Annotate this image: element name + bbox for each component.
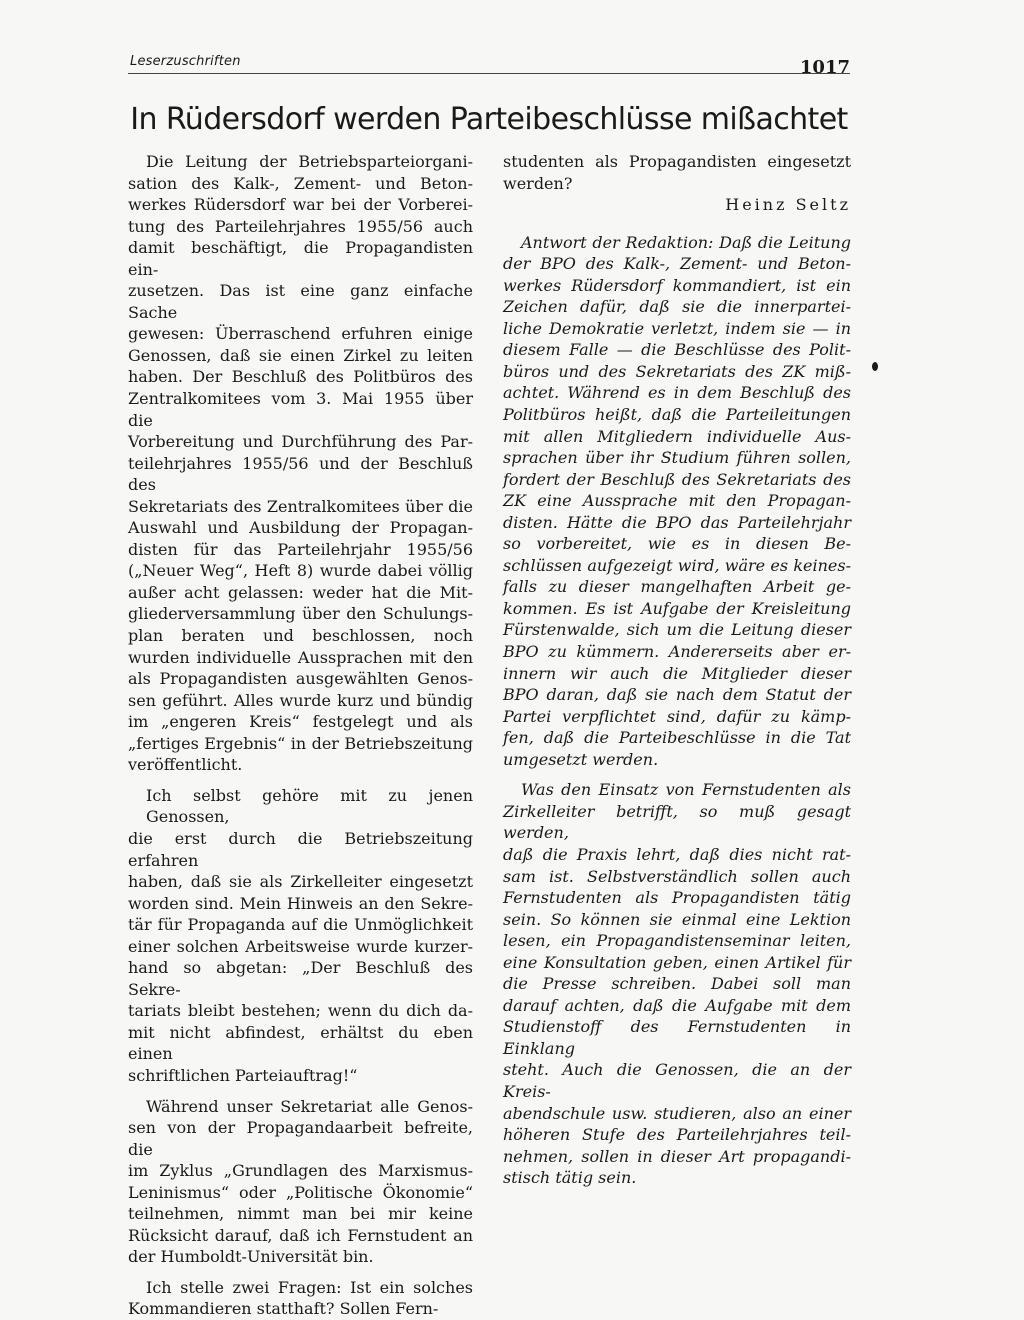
letter-body bbox=[128, 151, 473, 1320]
text-line: der Humboldt-Universität bin. bbox=[128, 1247, 374, 1267]
text-line: darauf achten, daß die Aufgabe mit dem bbox=[503, 995, 851, 1015]
text-line: Was den Einsatz von Fernstudenten als bbox=[521, 780, 851, 800]
letter-signature: Heinz Seltz bbox=[725, 195, 851, 215]
article-title: In Rüdersdorf werden Parteibeschlüsse mißachtet bbox=[130, 102, 848, 137]
answer-paragraph bbox=[503, 232, 851, 771]
text-line: veröffentlicht. bbox=[128, 755, 243, 775]
text-line: Die Leitung der Betriebsparteiorgani- bbox=[146, 152, 473, 171]
text-line: tariats bleibt bestehen; wenn du dich da- bbox=[128, 1001, 473, 1021]
text-line: im „engeren Kreis“ festgelegt und als bbox=[128, 712, 473, 732]
text-line: achtet. Während es in dem Beschluß des bbox=[503, 383, 851, 403]
text-line: Kommandieren statthaft? Sollen Fern- bbox=[128, 1299, 439, 1319]
text-line: Fernstudenten als Propagandisten tätig bbox=[503, 888, 851, 908]
text-line: Ich stelle zwei Fragen: Ist ein solches bbox=[146, 1277, 473, 1297]
text-line: sen von der Propagandaarbeit befreite, die bbox=[128, 1118, 473, 1159]
text-line: Sekretariats des Zentralkomitees über die bbox=[128, 496, 473, 516]
running-head: Leserzuschriften bbox=[130, 54, 241, 69]
answer-paragraph bbox=[503, 779, 851, 1188]
text-line: fen, daß die Parteibeschlüsse in die Tat bbox=[503, 728, 851, 748]
header-rule bbox=[128, 73, 850, 74]
text-line: büros und des Sekretariats des ZK miß- bbox=[503, 361, 851, 381]
text-line: tär für Propaganda auf die Unmöglichkeit bbox=[128, 915, 473, 935]
page-number: 1017 bbox=[799, 57, 850, 78]
text-line: worden sind. Mein Hinweis an den Sekre- bbox=[128, 893, 473, 913]
text-line: „fertiges Ergebnis“ in der Betriebszeitung bbox=[128, 733, 473, 753]
text-line: Auswahl und Ausbildung der Propagan- bbox=[128, 518, 473, 538]
text-line: tung des Parteilehrjahres 1955/56 auch bbox=[128, 216, 473, 236]
text-line: Ich selbst gehöre mit zu jenen Genossen, bbox=[146, 785, 473, 827]
text-line: Fürstenwalde, sich um die Leitung dieser bbox=[503, 620, 851, 640]
text-line: werden? bbox=[503, 173, 573, 193]
text-line: stisch tätig sein. bbox=[503, 1168, 637, 1188]
text-line: Während unser Sekretariat alle Genos- bbox=[146, 1096, 473, 1116]
text-line: sen geführt. Alles wurde kurz und bündig bbox=[128, 690, 473, 710]
text-line: hand so abgetan: „Der Beschluß des Sekre- bbox=[128, 958, 473, 999]
text-line: BPO zu kümmern. Andererseits aber er- bbox=[503, 642, 851, 662]
letter-paragraph bbox=[128, 1096, 473, 1268]
letter-paragraph bbox=[128, 151, 473, 776]
text-line: Zirkelleiter betrifft, so muß gesagt werden, bbox=[503, 801, 851, 843]
text-line: Politbüros heißt, daß die Parteileitungen bbox=[503, 405, 851, 425]
text-line: plan beraten und beschlossen, noch bbox=[128, 626, 473, 646]
text-line: umgesetzt werden. bbox=[503, 749, 659, 769]
text-line: werkes Rüdersdorf war bei der Vorberei- bbox=[128, 195, 473, 215]
text-line: Zentralkomitees vom 3. Mai 1955 über die bbox=[128, 389, 473, 430]
text-line: werkes Rüdersdorf kommandiert, ist ein bbox=[503, 275, 851, 295]
text-line: disten. Hätte die BPO das Parteilehrjahr bbox=[503, 512, 851, 532]
margin-mark bbox=[872, 362, 878, 371]
text-line: gewesen: Überraschend erfuhren einige bbox=[128, 324, 473, 344]
text-line: Studienstoff des Fernstudenten in Einklang bbox=[503, 1017, 851, 1058]
text-line: haben, daß sie als Zirkelleiter eingesetzt bbox=[128, 872, 473, 892]
text-line: teilnehmen, nimmt man bei mir keine bbox=[128, 1204, 473, 1224]
text-line: teilehrjahres 1955/56 und der Beschluß des bbox=[128, 453, 473, 495]
text-line: kommen. Es ist Aufgabe der Kreisleitung bbox=[503, 598, 851, 618]
text-line: Rücksicht darauf, daß ich Fernstudent an bbox=[128, 1225, 473, 1245]
text-line: innern wir auch die Mitglieder dieser bbox=[503, 663, 851, 683]
text-line: diesem Falle — die Beschlüsse des Polit- bbox=[503, 340, 851, 360]
text-line: lesen, ein Propagandistenseminar leiten, bbox=[503, 931, 851, 951]
text-line: mit allen Mitgliedern individuelle Aus- bbox=[503, 426, 851, 446]
text-line: („Neuer Weg“, Heft 8) wurde dabei völlig bbox=[128, 561, 473, 581]
text-line: fordert der Beschluß des Sekretariats des bbox=[503, 469, 851, 489]
letter-continuation bbox=[503, 151, 851, 194]
text-line: außer acht gelassen: weder hat die Mit- bbox=[128, 582, 473, 602]
letter-paragraph bbox=[128, 1277, 473, 1320]
text-line: BPO daran, daß sie nach dem Statut der bbox=[503, 685, 851, 705]
text-line: damit beschäftigt, die Propagandisten ein- bbox=[128, 238, 473, 279]
text-line: falls zu dieser mangelhaften Arbeit ge- bbox=[503, 577, 851, 597]
letter-column bbox=[128, 151, 473, 1320]
text-line: schlüssen aufgezeigt wird, wäre es keines- bbox=[503, 555, 851, 575]
text-line: sation des Kalk-, Zement- und Beton- bbox=[128, 173, 473, 193]
text-line: die Presse schreiben. Dabei soll man bbox=[503, 974, 851, 994]
text-line: der BPO des Kalk-, Zement- und Beton- bbox=[503, 254, 851, 274]
text-line: eine Konsultation geben, einen Artikel für bbox=[503, 952, 851, 972]
text-line: steht. Auch die Genossen, die an der Kreis- bbox=[503, 1060, 851, 1101]
answer-column bbox=[503, 151, 851, 1189]
text-line: Genossen, daß sie einen Zirkel zu leiten bbox=[128, 345, 473, 365]
text-line: studenten als Propagandisten eingesetzt bbox=[503, 152, 851, 171]
text-line: Leninismus“ oder „Politische Ökonomie“ bbox=[128, 1182, 473, 1202]
text-line: so vorbereitet, wie es in diesen Be- bbox=[503, 534, 851, 554]
text-line: abendschule usw. studieren, also an einer bbox=[503, 1103, 851, 1123]
text-line: im Zyklus „Grundlagen des Marxismus- bbox=[128, 1161, 473, 1181]
text-line: ZK eine Aussprache mit den Propagan- bbox=[503, 491, 851, 511]
text-line: die erst durch die Betriebszeitung erfahren bbox=[128, 828, 473, 870]
text-line: als Propagandisten ausgewählten Genos- bbox=[128, 669, 473, 689]
text-line: einer solchen Arbeitsweise wurde kurzer- bbox=[128, 936, 473, 956]
text-line: wurden individuelle Aussprachen mit den bbox=[128, 647, 473, 667]
text-line: disten für das Parteilehrjahr 1955/56 bbox=[128, 539, 473, 559]
text-line: Partei verpflichtet sind, dafür zu kämp- bbox=[503, 706, 851, 726]
text-line: zusetzen. Das ist eine ganz einfache Sache bbox=[128, 281, 473, 322]
text-line: mit nicht abfindest, erhältst du eben einen bbox=[128, 1022, 473, 1064]
text-line: Antwort der Redaktion: Daß die Leitung bbox=[521, 232, 851, 252]
text-line: schriftlichen Parteiauftrag!“ bbox=[128, 1065, 358, 1085]
text-line: Zeichen dafür, daß sie die innerpartei- bbox=[503, 297, 851, 317]
text-line: haben. Der Beschluß des Politbüros des bbox=[128, 367, 473, 387]
text-line: daß die Praxis lehrt, daß dies nicht rat- bbox=[503, 844, 851, 864]
text-line: Vorbereitung und Durchführung des Par- bbox=[128, 432, 473, 452]
editorial-answer bbox=[503, 232, 851, 1189]
text-line: gliederversammlung über den Schulungs- bbox=[128, 604, 473, 624]
text-line: sein. So können sie einmal eine Lektion bbox=[503, 909, 851, 929]
text-line: sam ist. Selbstverständlich sollen auch bbox=[503, 866, 851, 886]
text-line: nehmen, sollen in dieser Art propagandi- bbox=[503, 1146, 851, 1166]
letter-paragraph bbox=[128, 785, 473, 1087]
text-line: sprachen über ihr Studium führen sollen, bbox=[503, 448, 851, 468]
text-line: höheren Stufe des Parteilehrjahres teil- bbox=[503, 1125, 851, 1145]
text-line: liche Demokratie verletzt, indem sie — in bbox=[503, 318, 851, 338]
